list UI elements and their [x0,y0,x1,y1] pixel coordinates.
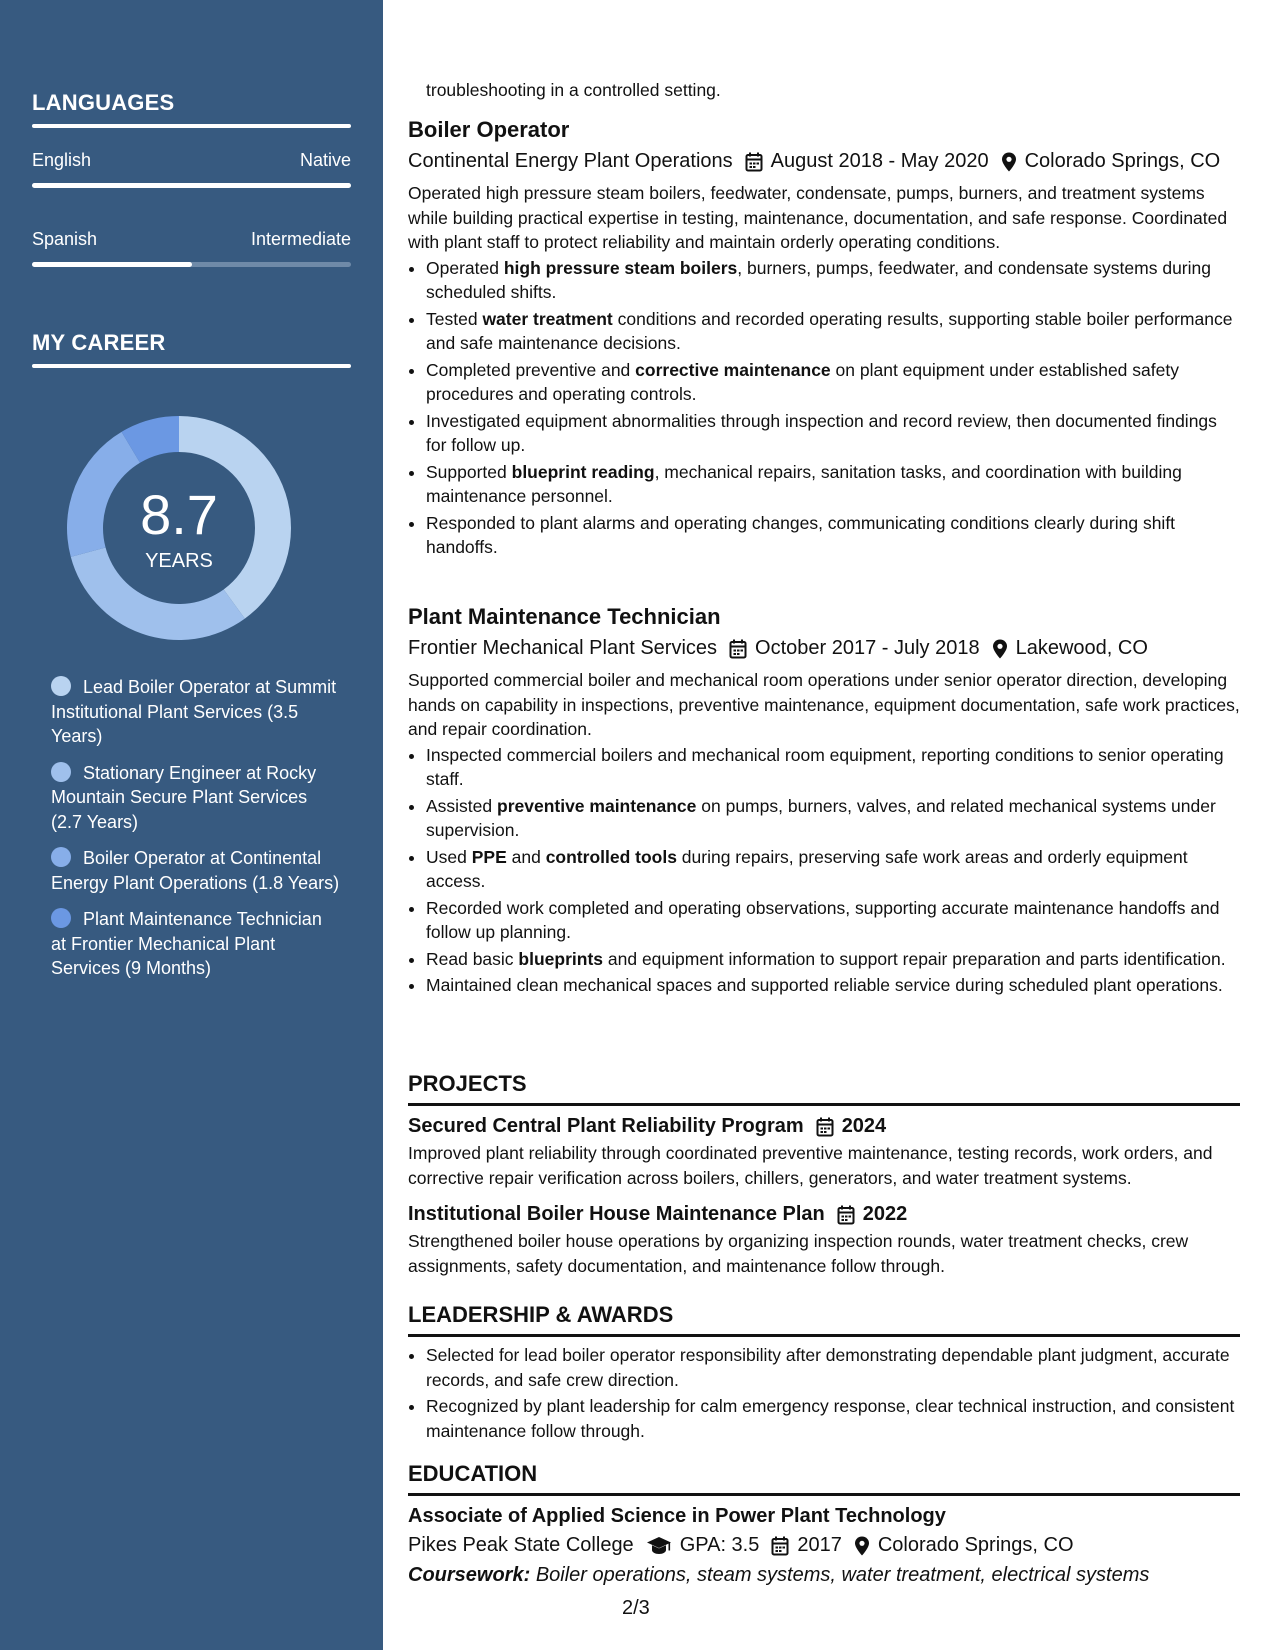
job-meta [408,637,1240,660]
career-divider [32,364,351,368]
job-title: Boiler Operator [408,117,570,142]
graduation-year: 2017 [797,1534,842,1556]
list-item: • Supported blueprint reading, mechanical repairs, sanitation tasks, and coordination with building maintenance personnel. [426,460,1240,509]
career-item-text: Plant Maintenance Technician at Frontier Mechanical Plant Services (9 Months) [51,909,322,978]
sidebar [0,0,383,1650]
job-bullet-list [408,743,1240,998]
leadership-list [408,1343,1240,1443]
language-name: English [32,150,92,170]
projects-section [408,1071,1240,1278]
section-heading: EDUCATION [408,1461,538,1486]
job-location: Lakewood, CO [1015,637,1148,659]
career-section [32,330,351,368]
career-dot-icon [51,676,71,696]
list-item: • Inspected commercial boilers and mechanical room equipment, reporting conditions to senior operating staff. [426,743,1240,792]
job-title: Plant Maintenance Technician [408,604,721,629]
list-item: • Completed preventive and corrective maintenance on plant equipment under established safety procedures and operating controls. [426,358,1240,407]
project-entry [408,1203,1240,1278]
gpa: GPA: 3.5 [679,1534,760,1556]
list-item: troubleshooting in a controlled setting. [426,80,721,100]
list-item: • Maintained clean mechanical spaces and supported reliable service during scheduled plant operations. [426,973,1240,998]
section-heading: PROJECTS [408,1071,527,1096]
language-level: Native [299,150,351,170]
language-proficiency-bar [32,183,351,188]
career-years-value: 8.7 [140,483,218,546]
job-dates: October 2017 - July 2018 [755,637,980,659]
project-title: Secured Central Plant Reliability Program [408,1115,804,1137]
section-divider [408,1493,1240,1496]
project-entry [408,1115,1240,1190]
education-meta [408,1534,1240,1557]
job-meta [408,150,1240,173]
career-list [51,675,341,993]
map-pin-icon [854,1536,870,1556]
career-item-text: Stationary Engineer at Rocky Mountain Secure Plant Services (2.7 Years) [51,762,317,832]
language-proficiency-bar [32,262,351,267]
job-summary: Supported commercial boiler and mechanical room operations under senior operator direction, developing hands on capability in inspections, preventive maintenance, equipment documentation, safe work practices, and repair coordination. [408,670,1240,739]
list-item: • Read basic blueprints and equipment information to support repair preparation and parts identification. [426,947,1240,972]
job-entry [408,604,1240,1000]
map-pin-icon [1001,152,1017,172]
project-year: 2022 [862,1203,908,1225]
list-item: • Selected for lead boiler operator responsibility after demonstrating dependable plant judgment, accurate records, and safe crew direction. [426,1343,1240,1392]
education-section [408,1461,1240,1587]
job-location: Colorado Springs, CO [1024,150,1221,172]
project-title: Institutional Boiler House Maintenance Plan [408,1203,825,1225]
list-item: • Operated high pressure steam boilers, burners, pumps, feedwater, and condensate systems during scheduled shifts. [426,256,1240,305]
career-heading: MY CAREER [32,330,166,355]
career-list-item [51,907,341,981]
calendar-icon [745,152,763,172]
calendar-icon [837,1205,855,1225]
list-item: • Tested water treatment conditions and recorded operating results, supporting stable boiler performance and safe maintenance decisions. [426,307,1240,356]
page-number: 2/3 [622,1597,650,1619]
project-description: Strengthened boiler house operations by organizing inspection rounds, water treatment checks, crew assignments, safety documentation, and maintenance follow through. [408,1231,1189,1276]
project-year: 2024 [841,1115,887,1137]
leadership-section [408,1302,1240,1445]
career-dot-icon [51,847,71,867]
company-name: Frontier Mechanical Plant Services [408,637,718,659]
language-proficiency-fill [32,183,351,188]
degree-title: Associate of Applied Science in Power Plant Technology [408,1505,946,1527]
language-name: Spanish [32,229,98,249]
section-divider [408,1334,1240,1337]
languages-heading: LANGUAGES [32,90,175,115]
school-location: Colorado Springs, CO [877,1534,1074,1556]
project-description: Improved plant reliability through coordinated preventive maintenance, testing records, work orders, and corrective repair verification across boilers, chillers, generators, and water treatment systems. [408,1143,1213,1188]
coursework-text: Boiler operations, steam systems, water treatment, electrical systems [535,1564,1150,1586]
language-level: Intermediate [250,229,351,249]
languages-section [32,90,351,267]
job-bullet-list [408,256,1240,560]
map-pin-icon [992,639,1008,659]
list-item: • Responded to plant alarms and operating changes, communicating conditions clearly during shift handoffs. [426,511,1240,560]
job-dates: August 2018 - May 2020 [770,150,989,172]
career-list-item [51,846,341,895]
list-item: • Recorded work completed and operating observations, supporting accurate maintenance handoffs and follow up planning. [426,896,1240,945]
calendar-icon [816,1117,834,1137]
company-name: Continental Energy Plant Operations [408,150,733,172]
career-list-item [51,675,341,749]
job-entry [408,117,1240,562]
career-item-text: Boiler Operator at Continental Energy Plant Operations (1.8 Years) [51,848,340,893]
list-item: • Assisted preventive maintenance on pumps, burners, valves, and related mechanical systems under supervision. [426,794,1240,843]
calendar-icon [729,639,747,659]
list-item: • Recognized by plant leadership for calm emergency response, clear technical instruction, and consistent maintenance follow through. [426,1394,1240,1443]
career-item-text: Lead Boiler Operator at Summit Institutional Plant Services (3.5 Years) [51,677,337,746]
list-item: • Used PPE and controlled tools during repairs, preserving safe work areas and orderly equipment access. [426,845,1240,894]
list-item: • Investigated equipment abnormalities through inspection and record review, then documented findings for follow up. [426,409,1240,458]
graduation-cap-icon [646,1536,672,1556]
school-name: Pikes Peak State College [408,1534,634,1556]
career-list-item [51,761,341,835]
coursework [408,1564,1240,1587]
career-dot-icon [51,762,71,782]
calendar-icon [771,1536,789,1556]
languages-divider [32,124,351,128]
section-heading: LEADERSHIP & AWARDS [408,1302,674,1327]
career-dot-icon [51,908,71,928]
language-item-spanish [32,229,351,267]
language-item-english [32,150,351,188]
language-proficiency-fill [32,262,192,267]
career-years-label: YEARS [145,550,213,572]
job-summary: Operated high pressure steam boilers, feedwater, condensate, pumps, burners, and treatment systems while building practical expertise in testing, maintenance, documentation, and safe response. Coordinated with plant staff to protect reliability and maintain orderly operating conditions. [408,183,1228,252]
coursework-label: Coursework: [408,1564,531,1586]
section-divider [408,1103,1240,1106]
continued-bullet-list [408,78,1240,105]
